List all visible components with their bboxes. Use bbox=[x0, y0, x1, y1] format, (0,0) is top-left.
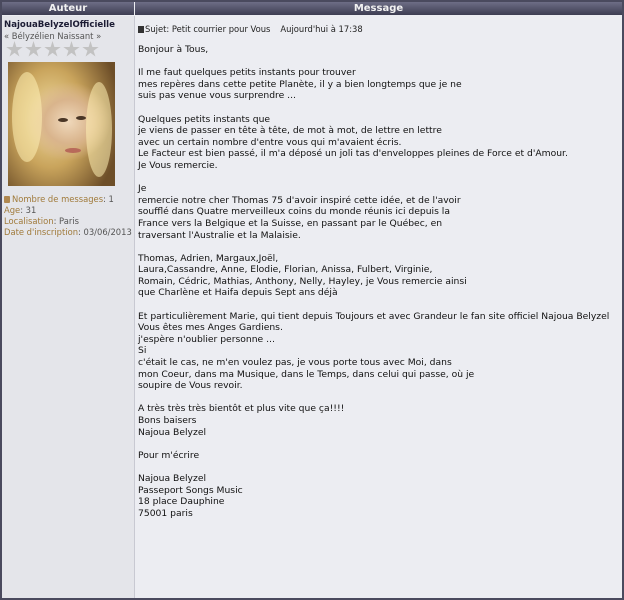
post-line: Passeport Songs Music bbox=[138, 484, 243, 496]
post-line: Quelques petits instants que bbox=[138, 113, 271, 125]
messages-count: Nombre de messages: 1 bbox=[4, 194, 132, 205]
author-column-header: Auteur bbox=[2, 2, 134, 15]
post-line: soupire de Vous revoir. bbox=[138, 380, 243, 392]
star-icon bbox=[63, 41, 80, 58]
author-info bbox=[4, 194, 132, 238]
post-line bbox=[138, 299, 618, 311]
post-line: Il me faut quelques petits instants pour trouver bbox=[138, 67, 356, 79]
author-panel bbox=[2, 16, 135, 598]
post-line: Si bbox=[138, 345, 147, 357]
post-line: Romain, Cédric, Mathias, Anthony, Nelly, Hayley, je Vous remercie ainsi bbox=[138, 275, 467, 287]
post-line: soufflé dans Quatre merveilleux coins du monde réunis ici depuis la bbox=[138, 206, 450, 218]
message-column-header: Message bbox=[135, 2, 622, 15]
post-line: Je bbox=[138, 183, 147, 195]
post-line: 18 place Dauphine bbox=[138, 496, 225, 508]
post-line: c'était le cas, ne m'en voulez pas, je vous porte tous avec Moi, dans bbox=[138, 357, 452, 369]
post-line: je viens de passer en tête à tête, de mot à mot, de lettre en lettre bbox=[138, 125, 442, 137]
post-line: France vers la Belgique et la Suisse, en passant par le Québec, en bbox=[138, 217, 443, 229]
post-line: mon Coeur, dans ma Musique, dans le Temps, dans celui qui passe, où je bbox=[138, 368, 475, 380]
post-line: avec un certain nombre d'entre vous qui m'avaient écris. bbox=[138, 136, 402, 148]
star-icon bbox=[25, 41, 42, 58]
post-line: que Charlène et Haifa depuis Sept ans déjà bbox=[138, 287, 338, 299]
post-icon bbox=[138, 26, 144, 33]
post-line: Et particulièrement Marie, qui tient depuis Toujours et avec Grandeur le fan site officiel Najoua Belyzel bbox=[138, 310, 610, 322]
post-date: Aujourd'hui à 17:38 bbox=[280, 24, 363, 34]
pencil-icon bbox=[4, 196, 10, 203]
post-line: 75001 paris bbox=[138, 507, 193, 519]
author-age: Age: 31 bbox=[4, 205, 37, 215]
table-header bbox=[2, 2, 622, 15]
author-rank: « Bélyzélien Naissant » bbox=[4, 31, 102, 41]
post-line bbox=[138, 241, 618, 253]
author-username[interactable]: NajouaBelyzelOfficielle bbox=[4, 20, 115, 30]
author-registration-date: Date d'inscription: 03/06/2013 bbox=[4, 227, 132, 237]
avatar bbox=[8, 62, 115, 186]
post-line: A très très très bientôt et plus vite que ça!!!! bbox=[138, 403, 345, 415]
post-line: traversant l'Australie et la Malaisie. bbox=[138, 229, 301, 241]
post-line bbox=[138, 392, 618, 404]
star-icon bbox=[44, 41, 61, 58]
post-line: Pour m'écrire bbox=[138, 449, 200, 461]
post-line: remercie notre cher Thomas 75 d'avoir inspiré cette idée, et de l'avoir bbox=[138, 194, 461, 206]
post-subject: Sujet: Petit courrier pour Vous bbox=[145, 24, 271, 34]
post-line: Le Facteur est bien passé, il m'a déposé un joli tas d'enveloppes pleines de Force et d'Amour. bbox=[138, 148, 568, 160]
post-header bbox=[138, 24, 363, 34]
post-line: Bons baisers bbox=[138, 415, 197, 426]
post-body bbox=[138, 44, 618, 519]
message-panel bbox=[135, 16, 622, 598]
post-line: j'espère n'oublier personne ... bbox=[138, 333, 275, 345]
post-line: Thomas, Adrien, Margaux,Joël, bbox=[138, 252, 279, 264]
star-icon bbox=[6, 41, 23, 58]
post-line: suis pas venue vous surprendre ... bbox=[138, 90, 296, 102]
post-line bbox=[138, 172, 618, 184]
post-line: Najoua Belyzel bbox=[138, 426, 207, 438]
post-line bbox=[138, 438, 618, 450]
rank-stars bbox=[6, 41, 101, 59]
post-line bbox=[138, 461, 618, 473]
post-line: Bonjour à Tous, bbox=[138, 44, 209, 55]
post-line: mes repères dans cette petite Planète, il y a bien longtemps que je ne bbox=[138, 78, 462, 90]
post-line bbox=[138, 56, 618, 68]
post-line: Laura,Cassandre, Anne, Elodie, Florian, Anissa, Fulbert, Virginie, bbox=[138, 264, 433, 276]
author-location: Localisation: Paris bbox=[4, 216, 80, 226]
star-icon bbox=[82, 41, 99, 58]
post-line: Najoua Belyzel bbox=[138, 472, 207, 484]
post-line bbox=[138, 102, 618, 114]
post-line: Vous êtes mes Anges Gardiens. bbox=[138, 322, 283, 334]
post-line: Je Vous remercie. bbox=[138, 159, 218, 171]
